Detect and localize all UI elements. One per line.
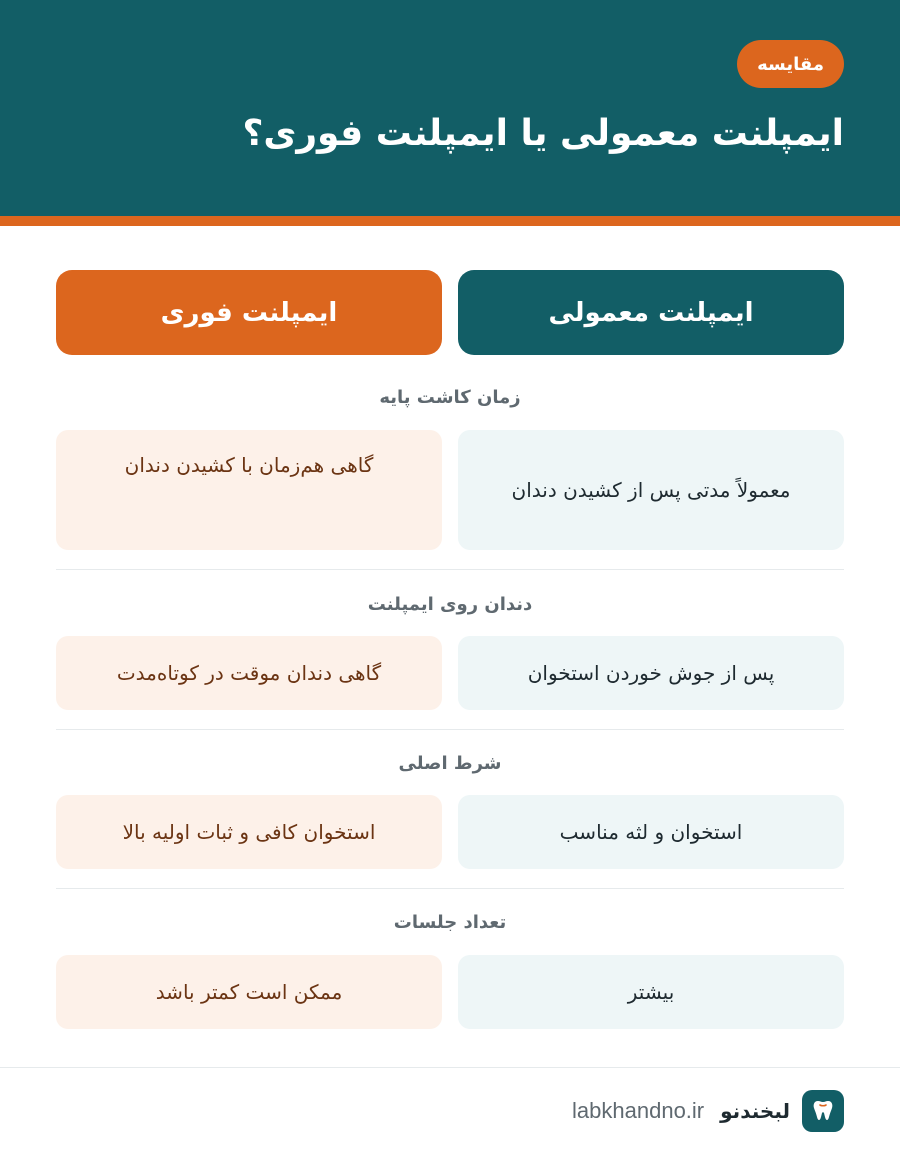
cell-immediate: گاهی دندان موقت در کوتاه‌مدت [56,636,442,710]
cell-immediate: گاهی هم‌زمان با کشیدن دندان [56,430,442,550]
cell-normal: معمولاً مدتی پس از کشیدن دندان [458,430,844,550]
row-label: تعداد جلسات [393,912,507,933]
row-divider [56,888,844,889]
cell-immediate: ممکن است کمتر باشد [56,955,442,1029]
row-label: دندان روی ایمپلنت [367,594,533,615]
row-label: زمان کاشت پایه [379,387,521,408]
footer-brand [572,1090,844,1132]
brand-name: لبخندنو [720,1099,790,1123]
row-label: شرط اصلی [398,753,502,774]
header [0,0,900,216]
page-title: ایمپلنت معمولی یا ایمپلنت فوری؟ [242,113,844,154]
row-divider [56,729,844,730]
row-divider [56,569,844,570]
cell-immediate: استخوان کافی و ثبات اولیه بالا [56,795,442,869]
header-accent-stripe [0,216,900,226]
tooth-icon [802,1090,844,1132]
cell-normal: بیشتر [458,955,844,1029]
cell-normal: استخوان و لثه مناسب [458,795,844,869]
category-badge: مقایسه [737,40,844,88]
footer-divider [0,1067,900,1068]
cell-normal: پس از جوش خوردن استخوان [458,636,844,710]
website-link[interactable]: labkhandno.ir [572,1098,705,1123]
column-header-normal: ایمپلنت معمولی [458,270,844,355]
column-header-immediate: ایمپلنت فوری [56,270,442,355]
